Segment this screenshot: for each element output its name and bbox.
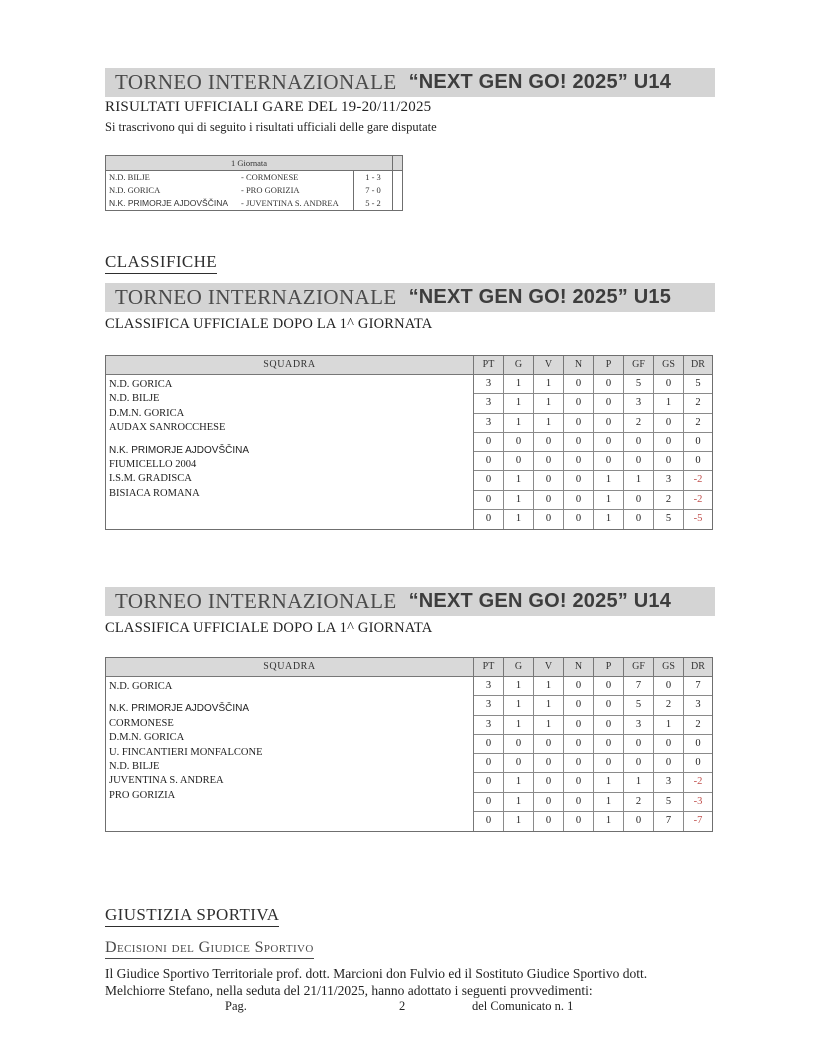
stat-cell: 1	[504, 375, 534, 393]
giustizia-heading: GIUSTIZIA SPORTIVA	[105, 905, 279, 927]
stat-cell: 0	[624, 452, 654, 470]
stat-cell: 0	[534, 773, 564, 791]
stat-cell: 1	[504, 510, 534, 529]
match-row-edge	[393, 171, 402, 184]
giudice-paragraph-line2: Melchiorre Stefano, nella seduta del 21/11/2025, hanno adottato i seguenti provvedimenti:	[105, 982, 593, 998]
column-header-v: V	[534, 356, 564, 374]
stat-cell: 3	[474, 716, 504, 734]
tournament-title: TORNEO INTERNAZIONALE	[115, 285, 397, 309]
match-score: 1 - 3	[354, 171, 393, 184]
team-name: N.K. PRIMORJE AJDOVŠČINA	[109, 444, 250, 456]
stat-cell: 1	[594, 793, 624, 811]
stat-cell: 0	[474, 812, 504, 831]
stat-cell: 3	[474, 375, 504, 393]
team-name: BISIACA ROMANA	[109, 487, 200, 499]
standings-row	[474, 491, 712, 510]
stat-cell: 0	[594, 754, 624, 772]
tournament-title: TORNEO INTERNAZIONALE	[115, 589, 397, 613]
match-row-edge	[393, 184, 402, 197]
stat-cell: 0	[594, 414, 624, 432]
stat-cell: -2	[693, 776, 703, 788]
stat-cell: 1	[624, 471, 654, 489]
stat-cell: 2	[695, 397, 701, 409]
stat-cell: 0	[624, 812, 654, 831]
stat-cell: 0	[564, 754, 594, 772]
stat-cell: 1	[534, 696, 564, 714]
stat-cell: 0	[564, 471, 594, 489]
standings-u15-subtitle: CLASSIFICA UFFICIALE DOPO LA 1^ GIORNATA	[105, 316, 433, 332]
stat-cell: 1	[624, 773, 654, 791]
stat-cell: 0	[695, 737, 701, 749]
stat-cell: 0	[654, 452, 684, 470]
stat-cell: 1	[504, 491, 534, 509]
stat-cell: 0	[474, 510, 504, 529]
match-home-team: N.D. BILJE	[109, 172, 150, 182]
footer-comunicato-label: del Comunicato n. 1	[472, 999, 574, 1013]
match-score: 7 - 0	[354, 184, 393, 197]
stat-cell: 0	[564, 510, 594, 529]
stat-cell: 1	[504, 793, 534, 811]
stat-cell: 0	[695, 435, 701, 447]
column-header-dr: DR	[691, 661, 705, 672]
footer-pag-label: Pag.	[225, 999, 247, 1013]
standings-row	[474, 812, 712, 831]
stat-cell: 1	[594, 812, 624, 831]
stat-cell: 3	[474, 414, 504, 432]
stat-cell: 0	[564, 375, 594, 393]
stat-cell: 0	[594, 696, 624, 714]
stat-cell: 0	[474, 793, 504, 811]
stat-cell: 1	[504, 414, 534, 432]
results-table	[105, 155, 403, 211]
team-name: N.D. BILJE	[109, 393, 160, 405]
standings-row	[474, 414, 712, 433]
match-away-team: - PRO GORIZIA	[241, 184, 354, 197]
standings-row	[474, 433, 712, 452]
stat-cell: 1	[594, 491, 624, 509]
results-table-header-edge	[393, 156, 402, 170]
stat-cell: 0	[654, 414, 684, 432]
match-away-team: - CORMONESE	[241, 171, 354, 184]
stat-cell: 0	[624, 433, 654, 451]
stat-cell: 5	[695, 378, 701, 389]
column-header-v: V	[534, 658, 564, 676]
match-row	[106, 197, 402, 210]
stat-cell: 0	[654, 375, 684, 393]
stat-cell: 0	[534, 754, 564, 772]
stat-cell: 1	[594, 471, 624, 489]
stat-cell: 1	[504, 471, 534, 489]
stat-cell: 1	[594, 773, 624, 791]
team-name: AUDAX SANROCCHESE	[109, 422, 226, 434]
stat-cell: 0	[504, 433, 534, 451]
column-header-squadra: SQUADRA	[106, 356, 474, 374]
stat-cell: 0	[624, 754, 654, 772]
stat-cell: 0	[564, 716, 594, 734]
stat-cell: 1	[534, 375, 564, 393]
tournament-title: TORNEO INTERNAZIONALE	[115, 70, 397, 94]
standings-u14-body	[106, 677, 712, 831]
stat-cell: 0	[564, 677, 594, 695]
stat-cell: 0	[564, 414, 594, 432]
stat-cell: 1	[504, 677, 534, 695]
stat-cell: 0	[534, 793, 564, 811]
stat-cell: 0	[624, 735, 654, 753]
stat-cell: -5	[693, 512, 703, 524]
stat-cell: 0	[564, 491, 594, 509]
stat-cell: 0	[564, 433, 594, 451]
title-bar-u14-standings	[105, 587, 715, 616]
stat-cell: 0	[654, 735, 684, 753]
team-name: CORMONESE	[109, 717, 174, 729]
standings-u15-stats-grid	[474, 375, 712, 529]
stat-cell: 0	[594, 452, 624, 470]
standings-table-u15	[105, 355, 713, 530]
match-score: 5 - 2	[354, 197, 393, 210]
stat-cell: -3	[693, 795, 703, 807]
standings-row	[474, 735, 712, 754]
standings-row	[474, 471, 712, 490]
stat-cell: 0	[564, 812, 594, 831]
stat-cell: -2	[693, 474, 703, 486]
stat-cell: 0	[504, 735, 534, 753]
team-name: I.S.M. GRADISCA	[109, 473, 192, 485]
title-bar-u14-results	[105, 68, 715, 97]
team-name: N.D. GORICA	[109, 681, 173, 692]
stat-cell: 1	[534, 394, 564, 412]
stat-cell: 0	[594, 433, 624, 451]
team-name: JUVENTINA S. ANDREA	[109, 775, 224, 787]
standings-row	[474, 696, 712, 715]
stat-cell: 5	[624, 375, 654, 393]
standings-u14-stats-grid	[474, 677, 712, 831]
stat-cell: 7	[654, 812, 684, 831]
standings-row	[474, 773, 712, 792]
stat-cell: 2	[695, 416, 701, 428]
stat-cell: 0	[534, 735, 564, 753]
tournament-edition-u15: “NEXT GEN GO! 2025” U15	[408, 286, 672, 308]
stat-cell: 7	[695, 680, 701, 691]
stat-cell: 0	[594, 677, 624, 695]
stat-cell: 3	[695, 699, 701, 711]
standings-table-u14	[105, 657, 713, 832]
stat-cell: 0	[564, 773, 594, 791]
stat-cell: -7	[693, 814, 703, 826]
stat-cell: 0	[474, 491, 504, 509]
stat-cell: 5	[624, 696, 654, 714]
results-table-rows	[106, 171, 402, 210]
tournament-edition-u14: “NEXT GEN GO! 2025” U14	[408, 71, 672, 93]
column-header-dr: DR	[691, 359, 705, 370]
column-header-n: N	[564, 356, 594, 374]
stat-cell: 3	[624, 394, 654, 412]
stat-cell: 1	[504, 716, 534, 734]
giornata-label: 1 Giornata	[106, 156, 393, 170]
column-header-pt: PT	[474, 356, 504, 374]
stat-cell: 2	[654, 696, 684, 714]
stat-cell: 0	[564, 394, 594, 412]
match-row	[106, 184, 402, 197]
stat-cell: 2	[624, 414, 654, 432]
stat-cell: 3	[474, 677, 504, 695]
stat-cell: 2	[624, 793, 654, 811]
column-header-gs: GS	[654, 658, 684, 676]
stat-cell: 3	[474, 394, 504, 412]
giudice-paragraph	[105, 966, 745, 999]
stat-cell: 0	[695, 455, 701, 466]
stat-cell: 1	[654, 716, 684, 734]
standings-row	[474, 394, 712, 413]
stat-cell: 0	[654, 754, 684, 772]
standings-row	[474, 375, 712, 394]
team-name: U. FINCANTIERI MONFALCONE	[109, 746, 263, 758]
stat-cell: 5	[654, 510, 684, 529]
stat-cell: 0	[564, 793, 594, 811]
stat-cell: 0	[474, 773, 504, 791]
decisioni-heading: Decisioni del Giudice Sportivo	[105, 939, 314, 959]
stat-cell: 1	[594, 510, 624, 529]
stat-cell: 0	[504, 452, 534, 470]
stat-cell: 2	[654, 491, 684, 509]
standings-u14-subtitle: CLASSIFICA UFFICIALE DOPO LA 1^ GIORNATA	[105, 620, 433, 636]
column-header-p: P	[594, 356, 624, 374]
stat-cell: 0	[474, 452, 504, 470]
team-name: PRO GORIZIA	[109, 789, 176, 801]
stat-cell: 1	[534, 716, 564, 734]
column-header-p: P	[594, 658, 624, 676]
stat-cell: 0	[474, 433, 504, 451]
stat-cell: 0	[624, 491, 654, 509]
stat-cell: 1	[654, 394, 684, 412]
stat-cell: 0	[564, 735, 594, 753]
team-name: D.M.N. GORICA	[109, 407, 185, 419]
stat-cell: 0	[594, 716, 624, 734]
column-header-gf: GF	[624, 658, 654, 676]
stat-cell: 0	[624, 510, 654, 529]
stat-cell: 5	[654, 793, 684, 811]
stat-cell: 1	[504, 394, 534, 412]
results-heading: RISULTATI UFFICIALI GARE DEL 19-20/11/2025	[105, 99, 432, 115]
stat-cell: 0	[654, 433, 684, 451]
team-name: N.D. BILJE	[109, 761, 160, 773]
team-name: N.D. GORICA	[109, 379, 173, 390]
title-bar-u15	[105, 283, 715, 312]
team-name: D.M.N. GORICA	[109, 732, 185, 744]
standings-u15-header-row	[106, 356, 712, 375]
giudice-paragraph-line1: Il Giudice Sportivo Territoriale prof. dott. Marcioni don Fulvio ed il Sostituto Giudice Sportivo dott.	[105, 966, 648, 981]
column-header-n: N	[564, 658, 594, 676]
stat-cell: 1	[504, 696, 534, 714]
stat-cell: 3	[624, 716, 654, 734]
column-header-gs: GS	[654, 356, 684, 374]
standings-u14-header-row	[106, 658, 712, 677]
footer-page-number: 2	[399, 999, 406, 1013]
stat-cell: 7	[624, 677, 654, 695]
stat-cell: 0	[654, 677, 684, 695]
stat-cell: 0	[534, 452, 564, 470]
stat-cell: 0	[594, 375, 624, 393]
team-name: FIUMICELLO 2004	[109, 459, 197, 471]
stat-cell: -2	[693, 493, 703, 505]
standings-u14-team-column	[106, 677, 474, 831]
team-name: N.K. PRIMORJE AJDOVŠČINA	[109, 703, 250, 715]
standings-row	[474, 754, 712, 773]
results-table-header	[106, 156, 402, 171]
classifiche-heading: CLASSIFICHE	[105, 252, 217, 274]
stat-cell: 0	[504, 754, 534, 772]
stat-cell: 2	[695, 718, 701, 730]
standings-row	[474, 793, 712, 812]
standings-row	[474, 716, 712, 735]
stat-cell: 1	[504, 812, 534, 831]
stat-cell: 0	[564, 696, 594, 714]
stat-cell: 0	[534, 433, 564, 451]
column-header-pt: PT	[474, 658, 504, 676]
match-away-team: - JUVENTINA S. ANDREA	[241, 197, 354, 210]
stat-cell: 0	[474, 471, 504, 489]
standings-u15-team-column	[106, 375, 474, 529]
match-home-team: N.K. PRIMORJE AJDOVŠČINA	[109, 198, 229, 208]
stat-cell: 0	[534, 471, 564, 489]
stat-cell: 0	[534, 812, 564, 831]
results-intro: Si trascrivono qui di seguito i risultati ufficiali delle gare disputate	[105, 120, 437, 134]
standings-row	[474, 677, 712, 696]
stat-cell: 0	[564, 452, 594, 470]
stat-cell: 3	[654, 471, 684, 489]
stat-cell: 0	[534, 510, 564, 529]
stat-cell: 0	[594, 735, 624, 753]
match-home-team: N.D. GORICA	[109, 185, 161, 195]
tournament-edition-u14: “NEXT GEN GO! 2025” U14	[408, 590, 672, 612]
stat-cell: 3	[654, 773, 684, 791]
stat-cell: 0	[534, 491, 564, 509]
stat-cell: 3	[474, 696, 504, 714]
stat-cell: 1	[504, 773, 534, 791]
stat-cell: 1	[534, 677, 564, 695]
stat-cell: 0	[474, 754, 504, 772]
standings-u15-body	[106, 375, 712, 529]
column-header-g: G	[504, 356, 534, 374]
standings-row	[474, 452, 712, 471]
stat-cell: 0	[474, 735, 504, 753]
column-header-gf: GF	[624, 356, 654, 374]
match-row-edge	[393, 197, 402, 210]
match-row	[106, 171, 402, 184]
column-header-squadra: SQUADRA	[106, 658, 474, 676]
standings-row	[474, 510, 712, 529]
stat-cell: 0	[594, 394, 624, 412]
stat-cell: 0	[695, 757, 701, 768]
stat-cell: 1	[534, 414, 564, 432]
column-header-g: G	[504, 658, 534, 676]
